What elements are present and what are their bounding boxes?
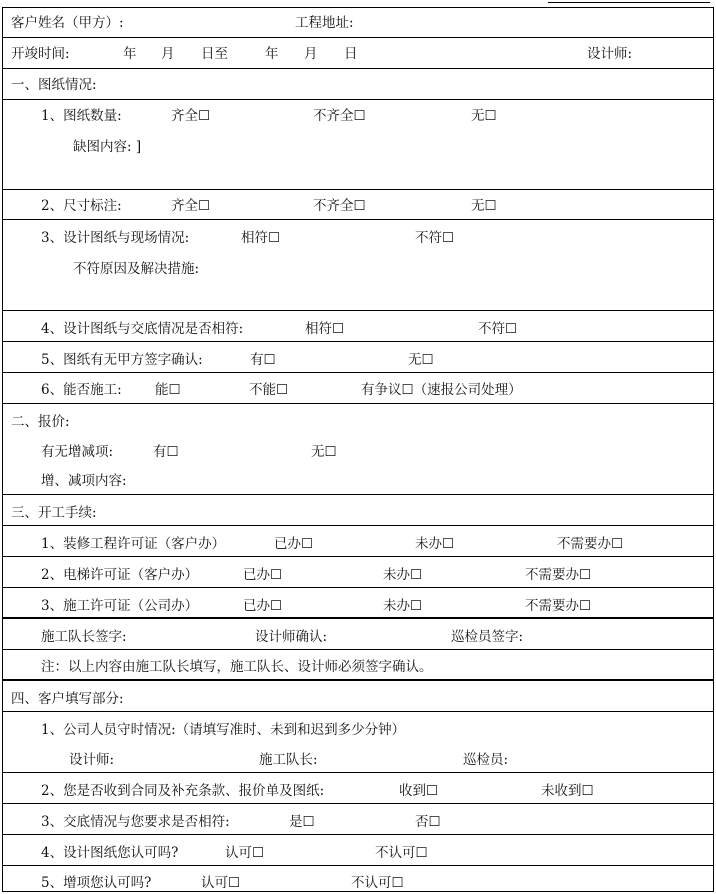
- construction-handover-form: [2, 7, 714, 892]
- punctuality-inspector-label: 巡检员:: [463, 752, 509, 768]
- section4-title: 四、客户填写部分:: [11, 691, 124, 707]
- customer-name-label: 客户姓名（甲方）:: [11, 15, 124, 31]
- handover-match-option-no[interactable]: 否☐: [415, 814, 441, 830]
- month-label-1: 月: [161, 46, 175, 62]
- q2-option-none[interactable]: 无☐: [471, 198, 497, 214]
- q1-option-complete[interactable]: 齐全☐: [171, 108, 211, 124]
- section3-title: 三、开工手续:: [11, 505, 97, 521]
- year-label-1: 年: [123, 46, 137, 62]
- section4-title-row: [3, 681, 713, 712]
- q1-option-incomplete[interactable]: 不齐全☐: [313, 108, 366, 124]
- project-address-label: 工程地址:: [295, 15, 354, 31]
- section1-q2-row: [3, 190, 713, 220]
- q6-option-disputed[interactable]: 有争议☐（速报公司处理）: [361, 382, 522, 398]
- received-docs-option-no[interactable]: 未收到☐: [541, 783, 594, 799]
- q4-option-match[interactable]: 相符☐: [305, 321, 345, 337]
- section2-quote-block: [3, 404, 713, 495]
- design-approval-option-no[interactable]: 不认可☐: [375, 845, 428, 861]
- section4-q3-row: [3, 804, 713, 835]
- section4-q5-row: [3, 866, 713, 893]
- q3-option-mismatch[interactable]: 不符☐: [415, 230, 455, 246]
- top-rule: [548, 2, 710, 3]
- section4-q4-row: [3, 835, 713, 866]
- punctuality-foreman-label: 施工队长:: [259, 752, 318, 768]
- design-approval-option-yes[interactable]: 认可☐: [225, 845, 265, 861]
- permit-2-option-not-done[interactable]: 未办☐: [383, 567, 423, 583]
- q6-option-can[interactable]: 能☐: [155, 382, 181, 398]
- extra-items-approval-label: 5、增项您认可吗?: [41, 875, 152, 891]
- section2-option-no[interactable]: 无☐: [311, 444, 337, 460]
- section4-q2-row: [3, 773, 713, 804]
- extra-items-approval-option-yes[interactable]: 认可☐: [201, 875, 241, 891]
- month-label-2: 月: [304, 46, 318, 62]
- permit-3-option-not-needed[interactable]: 不需要办☐: [525, 598, 592, 614]
- year-label-2: 年: [265, 46, 279, 62]
- section1-title-row: [3, 69, 713, 100]
- q6-label: 6、能否施工:: [41, 382, 122, 398]
- q5-option-yes[interactable]: 有☐: [250, 352, 276, 368]
- q3-option-match[interactable]: 相符☐: [241, 230, 281, 246]
- q2-label: 2、尺寸标注:: [41, 198, 122, 214]
- handover-match-label: 3、交底情况与您要求是否相符:: [41, 814, 230, 830]
- permit-2-option-done[interactable]: 已办☐: [243, 567, 283, 583]
- permit-1-option-done[interactable]: 已办☐: [274, 536, 314, 552]
- permit-3-option-not-done[interactable]: 未办☐: [383, 598, 423, 614]
- q5-option-no[interactable]: 无☐: [408, 352, 434, 368]
- section3-note-row: [3, 650, 713, 681]
- q6-option-cannot[interactable]: 不能☐: [249, 382, 289, 398]
- header-row-customer: [3, 8, 713, 38]
- permit-3-label: 3、施工许可证（公司办）: [41, 598, 199, 614]
- section2-option-yes[interactable]: 有☐: [153, 444, 179, 460]
- section2-change-label: 有无增减项:: [41, 444, 114, 460]
- day-label-2: 日: [344, 46, 358, 62]
- q1-label: 1、图纸数量:: [41, 108, 122, 124]
- header-row-schedule: [3, 38, 713, 69]
- section1-title: 一、图纸情况:: [11, 77, 97, 93]
- punctuality-label: 1、公司人员守时情况:（请填写准时、未到和迟到多少分钟）: [41, 722, 406, 738]
- q1-missing-content-label: 缺图内容: ]: [73, 139, 142, 155]
- section2-content-label: 增、减项内容:: [41, 473, 127, 489]
- permit-1-label: 1、装修工程许可证（客户办）: [41, 536, 226, 552]
- permit-2-label: 2、电梯许可证（客户办）: [41, 567, 199, 583]
- q2-option-complete[interactable]: 齐全☐: [171, 198, 211, 214]
- permit-1-option-not-done[interactable]: 未办☐: [415, 536, 455, 552]
- q3-reason-label: 不符原因及解决措施:: [73, 261, 200, 277]
- received-docs-label: 2、您是否收到合同及补充条款、报价单及图纸:: [41, 783, 325, 799]
- q5-label: 5、图纸有无甲方签字确认:: [41, 352, 203, 368]
- section1-q1-row: [3, 100, 713, 190]
- section3-item-2-row: [3, 557, 713, 588]
- section4-q1-row: [3, 712, 713, 773]
- permit-1-option-not-needed[interactable]: 不需要办☐: [557, 536, 624, 552]
- handover-match-option-yes[interactable]: 是☐: [289, 814, 315, 830]
- section2-title: 二、报价:: [11, 414, 70, 430]
- section3-item-1-row: [3, 526, 713, 557]
- section1-q4-row: [3, 311, 713, 342]
- section3-item-3-row: [3, 588, 713, 619]
- schedule-label: 开竣时间:: [11, 46, 70, 62]
- section3-title-row: [3, 495, 713, 526]
- q2-option-incomplete[interactable]: 不齐全☐: [313, 198, 366, 214]
- day-to-label: 日至: [201, 46, 228, 62]
- inspector-signature-label: 巡检员签字:: [451, 629, 524, 645]
- design-approval-label: 4、设计图纸您认可吗?: [41, 845, 179, 861]
- extra-items-approval-option-no[interactable]: 不认可☐: [351, 875, 404, 891]
- q3-label: 3、设计图纸与现场情况:: [41, 230, 190, 246]
- q4-label: 4、设计图纸与交底情况是否相符:: [41, 321, 244, 337]
- q1-option-none[interactable]: 无☐: [471, 108, 497, 124]
- section3-note: 注：以上内容由施工队长填写，施工队长、设计师必须签字确认。: [41, 659, 433, 675]
- designer-label: 设计师:: [587, 46, 633, 62]
- section3-signature-row: [3, 619, 713, 650]
- section1-q3-row: [3, 220, 713, 311]
- punctuality-designer-label: 设计师:: [69, 752, 115, 768]
- permit-2-option-not-needed[interactable]: 不需要办☐: [525, 567, 592, 583]
- received-docs-option-yes[interactable]: 收到☐: [399, 783, 439, 799]
- section1-q5-row: [3, 342, 713, 373]
- permit-3-option-done[interactable]: 已办☐: [243, 598, 283, 614]
- foreman-signature-label: 施工队长签字:: [41, 629, 127, 645]
- designer-confirm-label: 设计师确认:: [255, 629, 328, 645]
- q4-option-mismatch[interactable]: 不符☐: [478, 321, 518, 337]
- section1-q6-row: [3, 373, 713, 404]
